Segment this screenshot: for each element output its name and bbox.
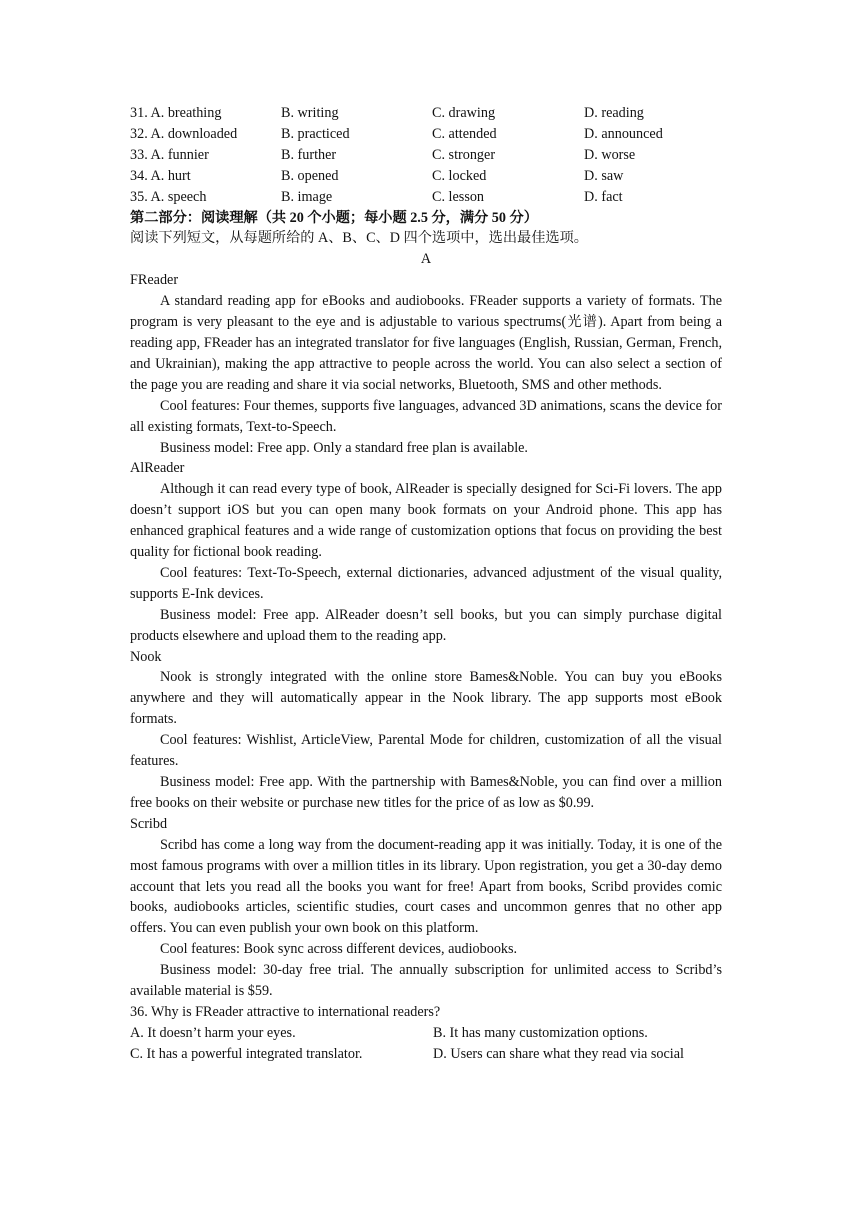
app-alreader xyxy=(130,458,722,646)
option-a: 34. A. hurt xyxy=(130,167,191,184)
app-name: Nook xyxy=(130,648,162,665)
option-c: C. lesson xyxy=(432,188,485,205)
option-b: B. image xyxy=(281,188,333,205)
option-d: D. announced xyxy=(584,125,663,142)
option-d: D. reading xyxy=(584,105,644,121)
option-c: C. locked xyxy=(432,167,487,184)
app-name: FReader xyxy=(130,272,179,289)
app-business-model: Business model: Free app. AlReader doesn’t sell books, but you can simply purchase digital products elsewhere and upload them to the reading app. xyxy=(130,606,722,644)
app-features: Cool features: Wishlist, ArticleView, Parental Mode for children, customization of all the visual features. xyxy=(130,732,722,770)
question-options-row-1 xyxy=(130,1023,722,1044)
app-scribd xyxy=(130,814,722,1002)
option-a: 31. A. breathing xyxy=(130,105,222,121)
app-description: Scribd has come a long way from the document-reading app it was initially. Today, it is one of the most famous programs with over a million titles in its library. Upon registration, you get a 30-day demo account that lets you read all the books you want for free! Apart from books, Scribd provides comic books, audiobooks articles, scientific studies, court cases and uncommon genres that no other app offers. You can even publish your own book on this platform. xyxy=(130,836,722,937)
app-features: Cool features: Four themes, supports five languages, advanced 3D animations, scans the device for all existing formats, Text-to-Speech. xyxy=(130,397,722,435)
option-row-31 xyxy=(130,103,722,124)
option-row-34 xyxy=(130,166,722,187)
option-c: C. drawing xyxy=(432,105,496,121)
option-d: D. saw xyxy=(584,167,624,184)
option-d: D. fact xyxy=(584,188,623,205)
vocab-options-block xyxy=(130,103,722,208)
option-row-32 xyxy=(130,124,722,145)
app-description: Nook is strongly integrated with the online store Bames&Noble. You can buy you eBooks anywhere and they will automatically appear in the Nook library. The app supports most eBook formats. xyxy=(130,669,722,728)
option-c: C. attended xyxy=(432,125,497,142)
option-b: B. It has many customization options. xyxy=(433,1024,648,1041)
option-a: 32. A. downloaded xyxy=(130,125,238,142)
option-b: B. opened xyxy=(281,167,339,184)
option-b: B. practiced xyxy=(281,125,350,142)
option-a: A. It doesn’t harm your eyes. xyxy=(130,1024,296,1041)
option-d: D. Users can share what they read via social xyxy=(433,1045,684,1062)
option-b: B. writing xyxy=(281,105,339,121)
option-a: 33. A. funnier xyxy=(130,146,209,163)
option-a: 35. A. speech xyxy=(130,188,207,205)
question-36 xyxy=(130,1002,722,1065)
option-row-35 xyxy=(130,187,722,208)
section-instruction: 阅读下列短文，从每题所给的 A、B、C、D 四个选项中，选出最佳选项。 xyxy=(130,230,588,247)
app-nook xyxy=(130,647,722,814)
app-features: Cool features: Book sync across different devices, audiobooks. xyxy=(160,941,518,958)
section-heading: 第二部分：阅读理解（共 20 个小题；每小题 2.5 分，满分 50 分） xyxy=(130,209,538,226)
app-features: Cool features: Text-To-Speech, external dictionaries, advanced adjustment of the visual quality, supports E-Ink devices. xyxy=(130,564,722,602)
question-options-row-2 xyxy=(130,1044,722,1065)
app-freader xyxy=(130,270,722,458)
app-name: Scribd xyxy=(130,815,168,832)
app-business-model: Business model: Free app. Only a standard free plan is available. xyxy=(160,439,528,456)
passage-label: A xyxy=(420,251,432,268)
app-business-model: Business model: 30-day free trial. The annually subscription for unlimited access to Scribd’s available material is $59. xyxy=(130,962,722,1000)
app-business-model: Business model: Free app. With the partnership with Bames&Noble, you can find over a million free books on their website or purchase new titles for the price of as low as $0.99. xyxy=(130,774,722,811)
option-row-33 xyxy=(130,145,722,166)
exam-page xyxy=(130,103,722,1065)
question-stem: 36. Why is FReader attractive to international readers? xyxy=(130,1003,441,1020)
option-d: D. worse xyxy=(584,146,636,163)
option-c: C. It has a powerful integrated translator. xyxy=(130,1045,363,1062)
option-c: C. stronger xyxy=(432,146,496,163)
app-description: A standard reading app for eBooks and audiobooks. FReader supports a variety of formats. The program is very pleasant to the eye and is adjustable to various spectrums(光谱). Apart from being a reading app, FReader has an integrated translator for five languages (English, Russian, German, French, and Ukrainian), making the app attractive to people across the world. You can also select a section of the page you are reading and share it via social networks, Bluetooth, SMS and other methods. xyxy=(130,293,722,393)
app-name: AlReader xyxy=(130,460,185,477)
option-b: B. further xyxy=(281,146,337,163)
app-description: Although it can read every type of book, AlReader is specially designed for Sci-Fi lovers. The app doesn’t support iOS but you can open many book formats on your Android phone. This app has enhanced graphical features and a wide range of customization options that focus on providing the best quality for fictional book reading. xyxy=(130,481,722,561)
